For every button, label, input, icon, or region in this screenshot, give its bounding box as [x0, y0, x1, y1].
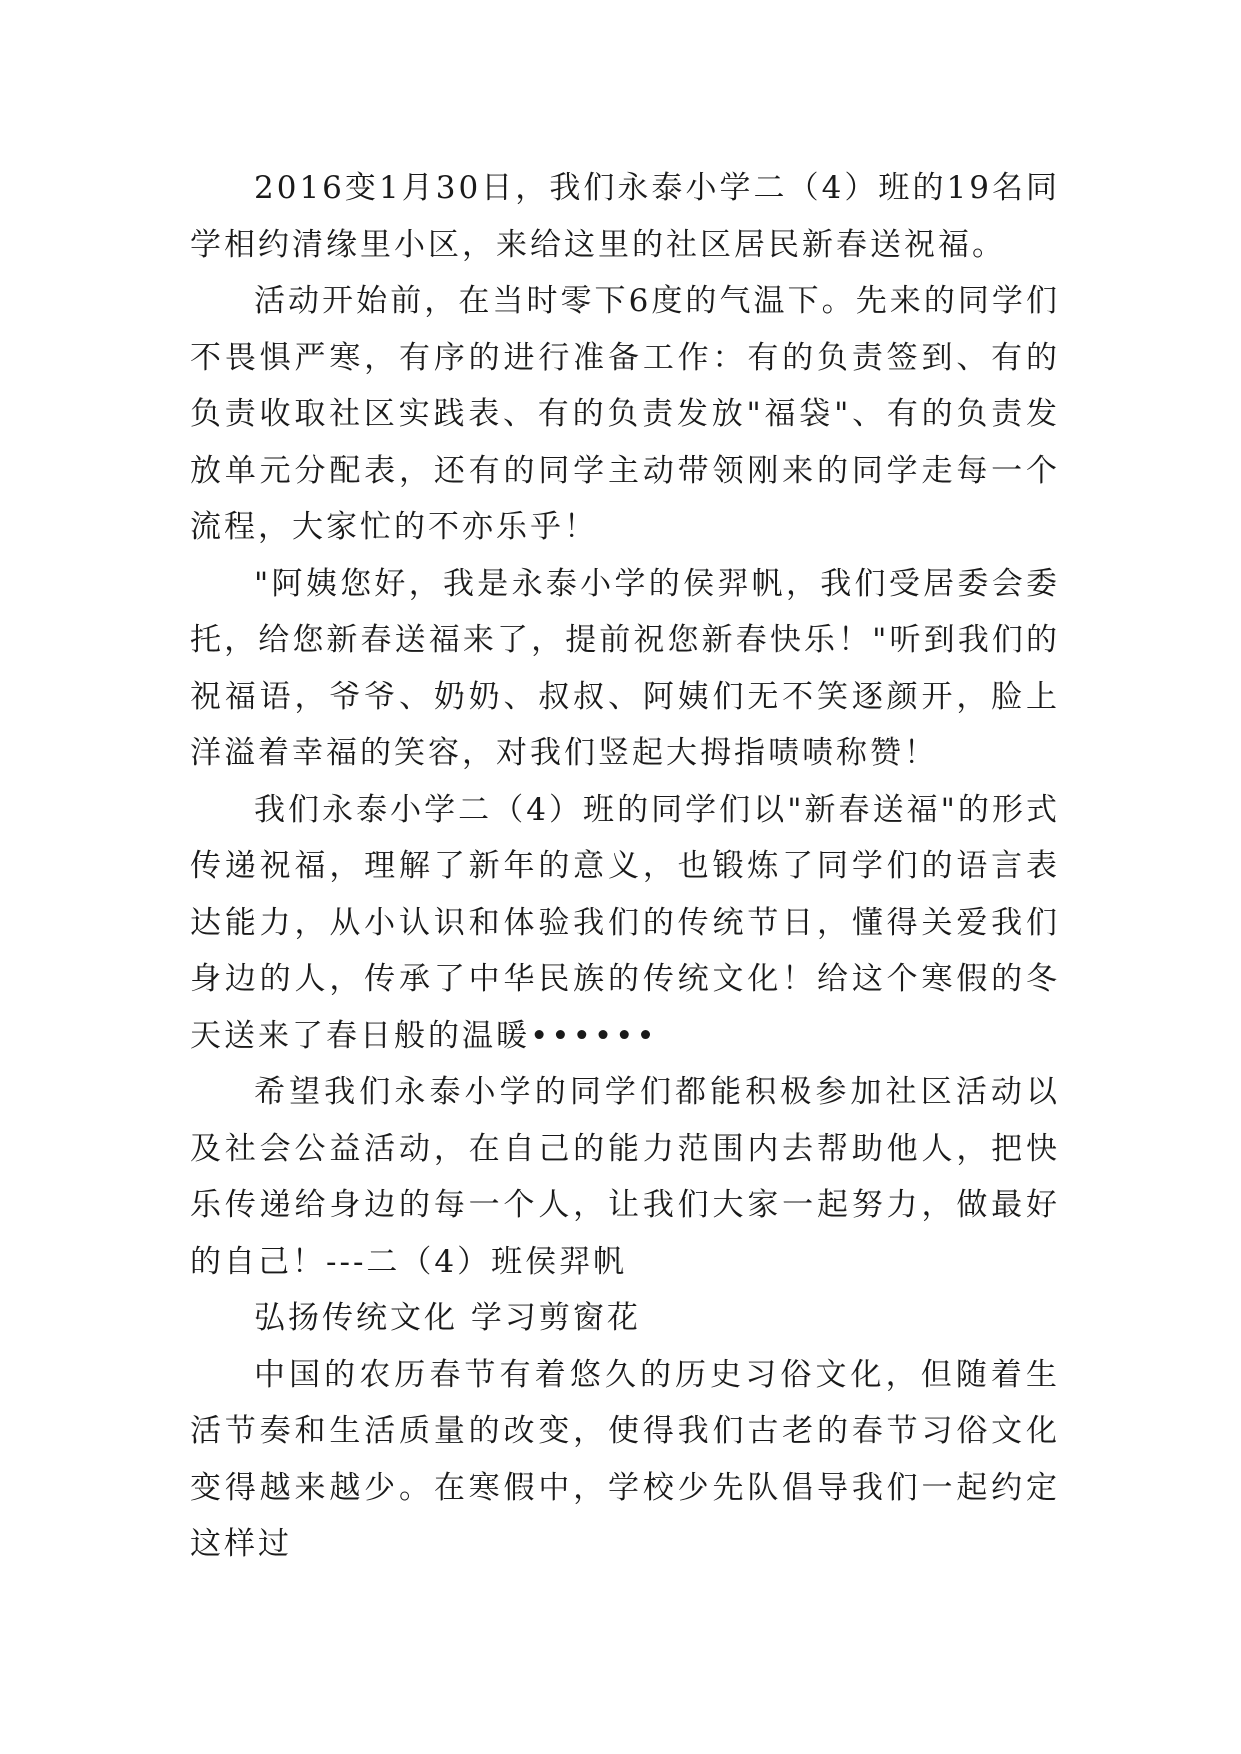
paragraph-spring-festival: 中国的农历春节有着悠久的历史习俗文化，但随着生活节奏和生活质量的改变，使得我们古老的春节习俗文化变得越来越少。在寒假中，学校少先队倡导我们一起约定这样过 — [190, 1356, 1060, 1562]
document-body — [190, 160, 1060, 1573]
paragraph-event-intro: 2016变1月30日，我们永泰小学二（4）班的19名同学相约清缘里小区，来给这里的社区居民新春送祝福。 — [190, 170, 1060, 263]
paragraph-significance: 我们永泰小学二（4）班的同学们以"新春送福"的形式传递祝福，理解了新年的意义，也锻炼了同学们的语言表达能力，从小认识和体验我们的传统节日，懂得关爱我们身边的人，传承了中华民族的传统文化！给这个寒假的冬天送来了春日般的温暖•••••• — [190, 791, 1060, 1054]
paragraph-hope: 希望我们永泰小学的同学们都能积极参加社区活动以及社会公益活动，在自己的能力范围内去帮助他人，把快乐传递给身边的每一个人，让我们大家一起努力，做最好的自己！---二（4）班侯羿帆 — [190, 1074, 1060, 1280]
paragraph-greeting: "阿姨您好，我是永泰小学的侯羿帆，我们受居委会委托，给您新春送福来了，提前祝您新春快乐！"听到我们的祝福语，爷爷、奶奶、叔叔、阿姨们无不笑逐颜开，脸上洋溢着幸福的笑容，对我们竖起大拇指啧啧称赞！ — [190, 565, 1060, 771]
paragraph-preparation: 活动开始前，在当时零下6度的气温下。先来的同学们不畏惧严寒，有序的进行准备工作：有的负责签到、有的负责收取社区实践表、有的负责发放"福袋"、有的负责发放单元分配表，还有的同学主动带领刚来的同学走每一个流程，大家忙的不亦乐乎！ — [190, 283, 1060, 545]
section-heading: 弘扬传统文化 学习剪窗花 — [254, 1300, 641, 1336]
